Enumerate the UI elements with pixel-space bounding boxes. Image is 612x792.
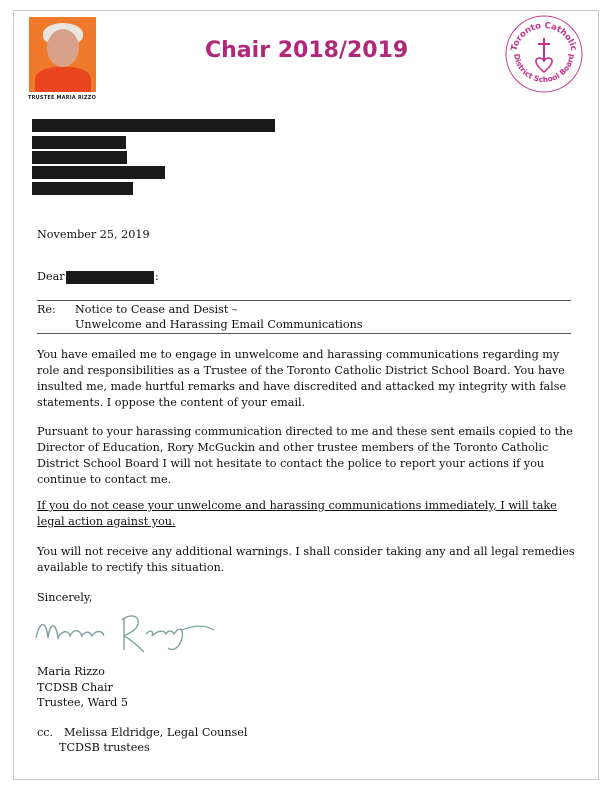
redacted-recipient-name [66,271,154,284]
body-paragraph-2: Pursuant to your harassing communication directed to me and these sent emails copied to the Director of Education, Rory McGuckin and other trustee members of the Toronto Catholic District School Board I will not hesitate to contact the police to report your actions if you continue to contact me. [37,425,573,486]
seal-bottom-text: District School Board [511,53,577,85]
subject-line-2: Unwelcome and Harassing Email Communications [75,318,363,331]
closing: Sincerely, [37,591,93,604]
cc-label: cc. [37,726,54,739]
board-seal-logo [504,14,584,94]
subject-top-rule [37,300,571,301]
subject-bottom-rule [37,333,571,334]
subject-line-1: Notice to Cease and Desist – [75,303,238,316]
redacted-address-line [32,182,133,195]
seal-top-text: Toronto Catholic [509,20,579,53]
body-paragraph-3-warning: If you do not cease your unwelcome and harassing communications immediately, I will take legal action against you. [37,499,557,528]
handwritten-signature [32,600,232,660]
body-paragraph-4: You will not receive any additional warnings. I shall consider taking any and all legal remedies available to rectify this situation. [37,545,575,574]
redacted-address-line [32,166,165,179]
redacted-address-line [32,136,126,149]
cc-line-1: Melissa Eldridge, Legal Counsel [64,726,248,739]
signer-title: TCDSB Chair [37,681,113,694]
salutation: Dear [37,270,65,283]
letter-date: November 25, 2019 [37,228,150,241]
redacted-address-line [32,151,127,164]
signer-name: Maria Rizzo [37,665,105,678]
subject-label: Re: [37,303,56,316]
cc-line-2: TCDSB trustees [59,741,150,754]
photo-caption: TRUSTEE MARIA RIZZO [28,95,97,101]
salutation-colon: : [155,270,159,283]
body-paragraph-1: You have emailed me to engage in unwelcome and harassing communications regarding my role and responsibilities as a Trustee of the Toronto Catholic District School Board. You have insulted me, made hurtful remarks and have discredited and attacked my integrity with false statements. I oppose the content of your email. [37,348,567,409]
redacted-address-line [32,119,275,132]
chair-title: Chair 2018/2019 [205,38,409,63]
trustee-photo [29,17,96,92]
signer-ward: Trustee, Ward 5 [37,696,128,709]
